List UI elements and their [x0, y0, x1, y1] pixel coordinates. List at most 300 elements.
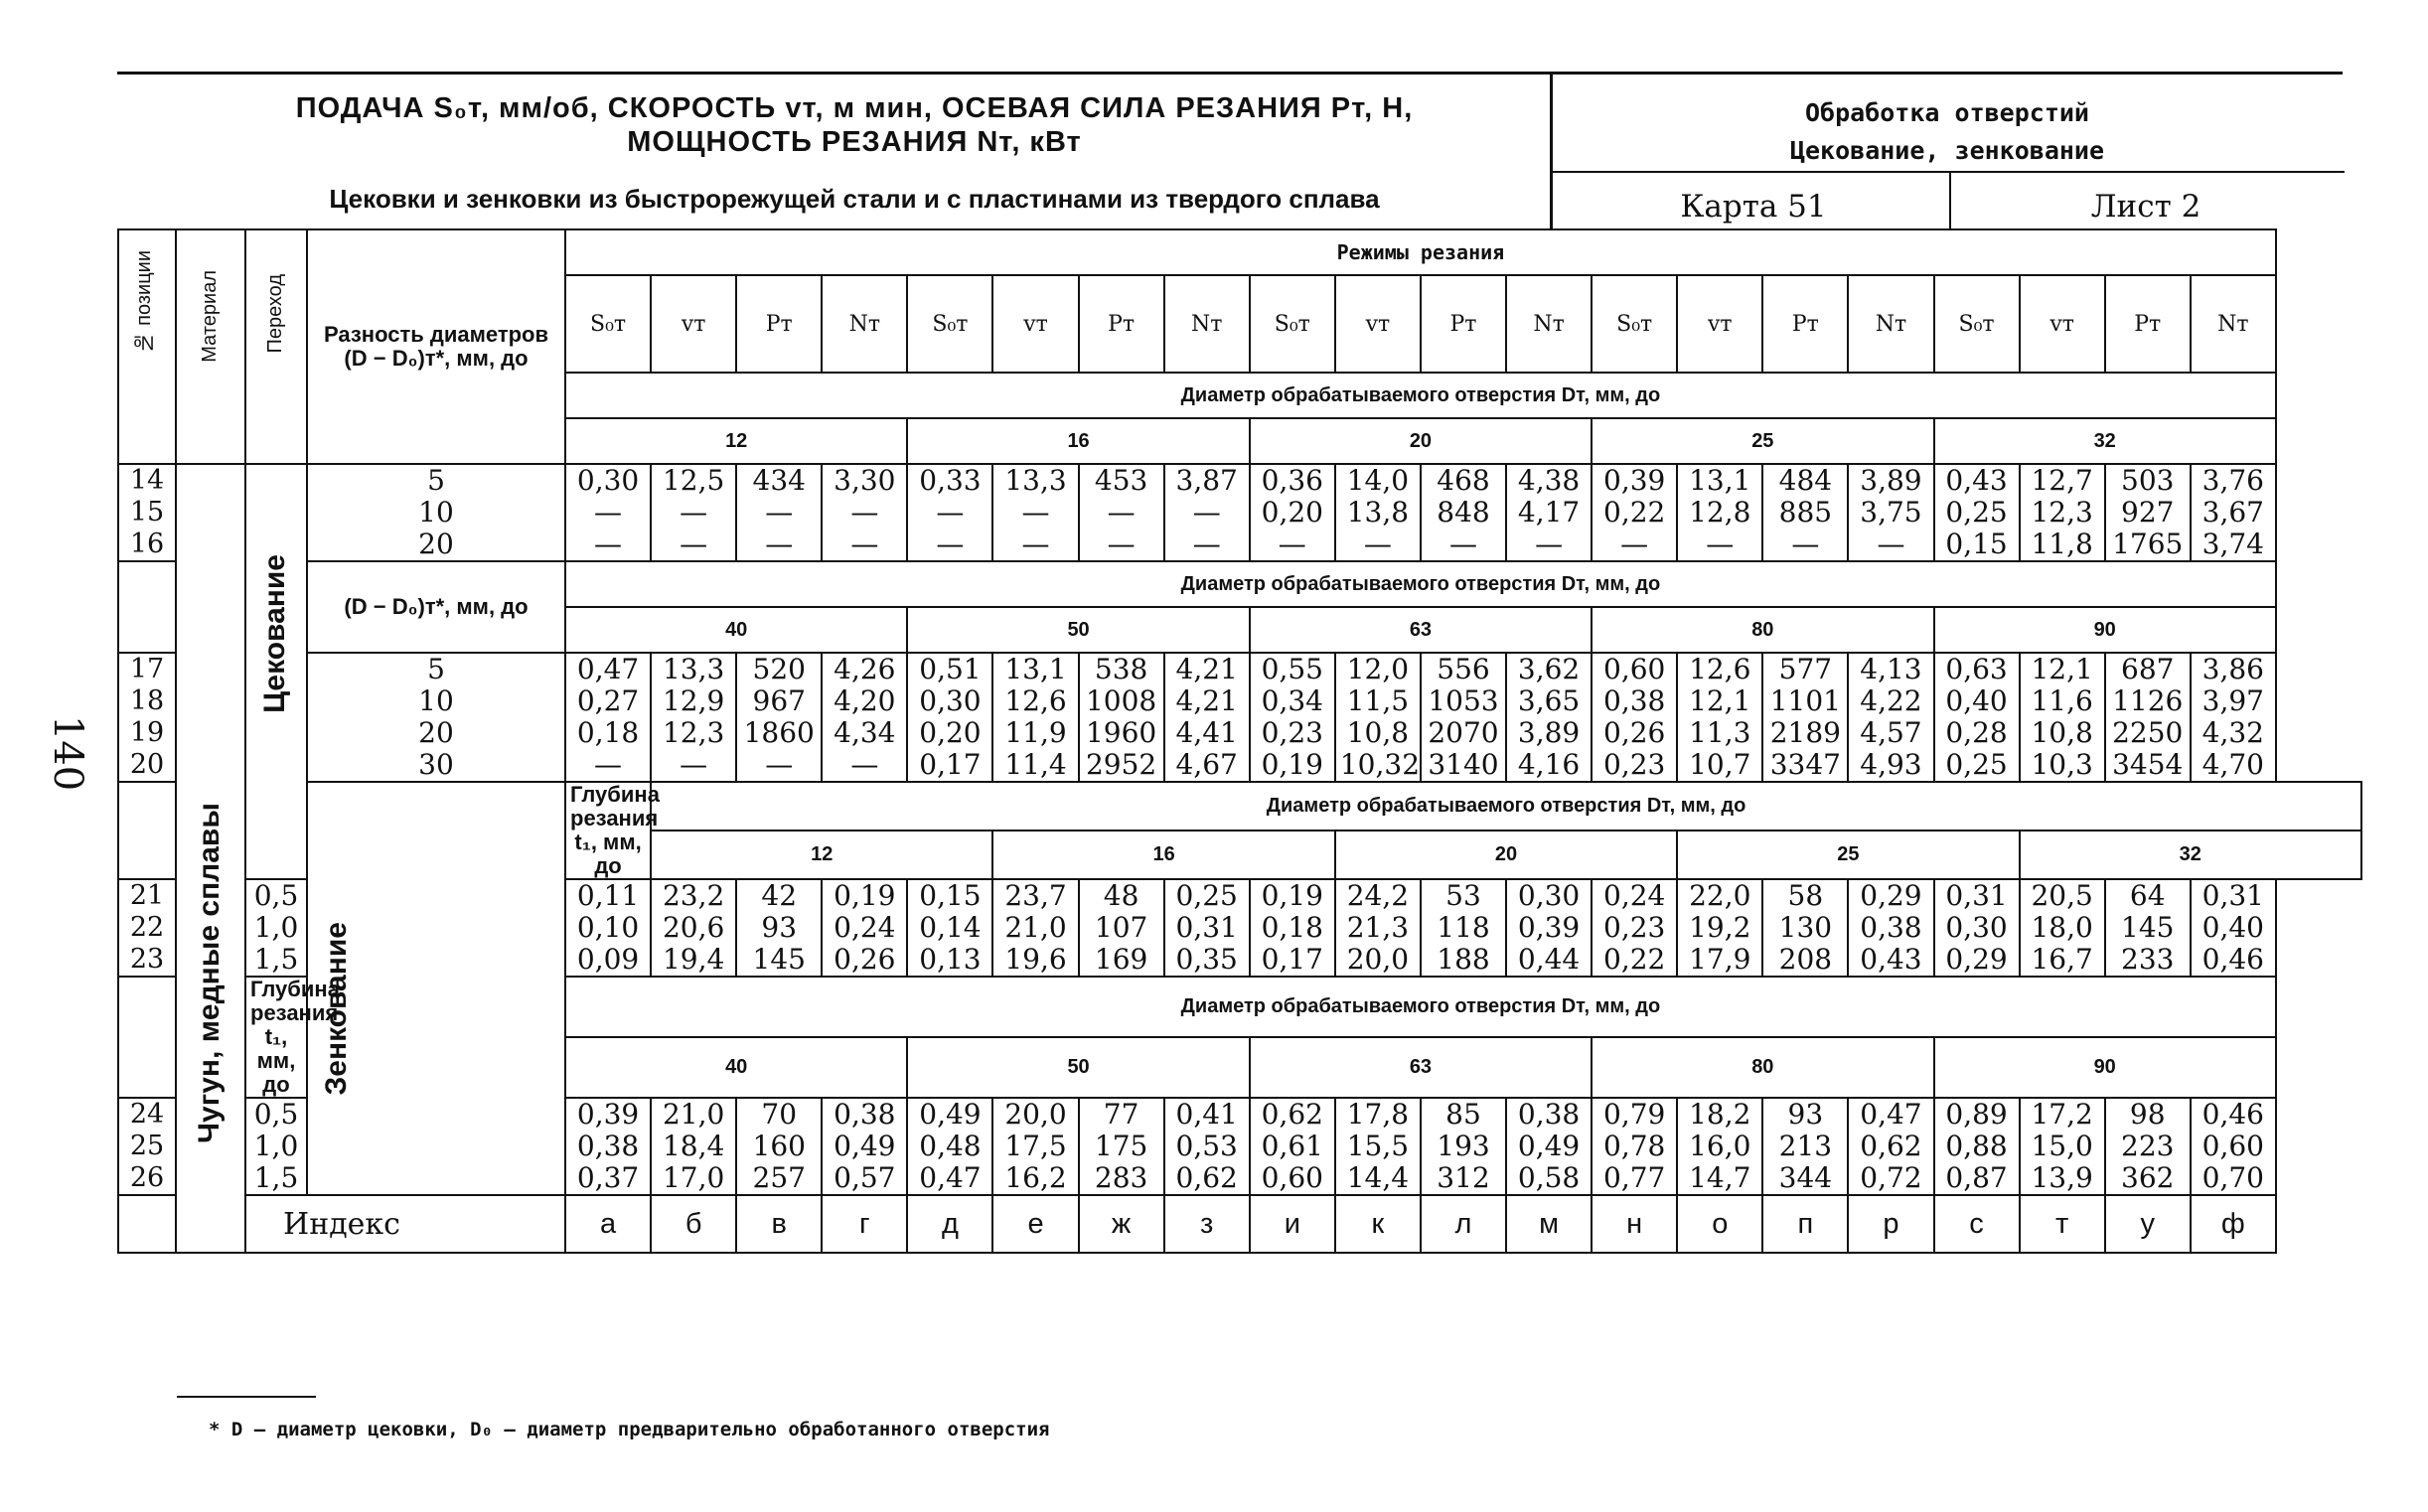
symbol-header: Nт	[1506, 275, 1592, 373]
value: 4,21	[1175, 684, 1238, 717]
value: 0,48	[919, 1130, 982, 1162]
value: 23,7	[1004, 879, 1067, 912]
diameter-value: 90	[1934, 1037, 2276, 1098]
value: 10,8	[2031, 716, 2093, 749]
subheader-pos	[118, 561, 176, 653]
value-cell	[1592, 879, 1677, 977]
value: 10,8	[1346, 716, 1410, 749]
value: 0,58	[1517, 1161, 1581, 1194]
modes-header: Режимы резания	[565, 229, 2276, 275]
material-header-text: Материал	[199, 270, 221, 363]
param-value: 20	[418, 716, 454, 749]
value: 0,14	[919, 911, 982, 944]
value: 0,37	[576, 1161, 640, 1194]
param-value: 0,5	[253, 1098, 299, 1131]
diameter-value: 40	[565, 1037, 907, 1098]
value-cell	[1762, 1098, 1848, 1195]
value-cell	[822, 653, 907, 782]
value: 53	[1445, 879, 1481, 912]
value: 0,36	[1261, 464, 1323, 497]
value: 12,0	[1346, 653, 1410, 685]
symbol-header: Pт	[736, 275, 822, 373]
value: —	[936, 528, 965, 560]
position-number: 21	[129, 880, 165, 911]
index-row	[118, 1195, 2361, 1253]
value-cell	[2105, 653, 2191, 782]
value: 4,34	[834, 716, 896, 749]
position-number: 19	[129, 717, 165, 748]
param-value: 30	[418, 748, 454, 781]
value: 503	[2121, 464, 2175, 497]
value: 85	[1445, 1098, 1481, 1131]
value: 130	[1778, 911, 1833, 944]
value: 18,4	[662, 1130, 725, 1162]
value: 3,89	[1860, 464, 1922, 497]
value: 13,3	[1004, 464, 1067, 497]
table-row	[118, 464, 2361, 561]
value-cell	[1079, 464, 1164, 561]
index-letter: ф	[2191, 1195, 2276, 1253]
diameter-value: 32	[1934, 418, 2276, 464]
value: 0,43	[1860, 943, 1922, 976]
value: —	[680, 496, 708, 529]
value: —	[765, 496, 794, 529]
value: —	[1107, 528, 1136, 560]
value: 77	[1103, 1098, 1139, 1131]
value-cell	[1421, 879, 1506, 977]
value: 4,38	[1517, 464, 1581, 497]
value-cell	[1335, 653, 1421, 782]
value: 4,67	[1175, 748, 1238, 781]
diff-header: Разность диаметров (D − D₀)т*, мм, до	[307, 229, 565, 464]
value: 3,89	[1517, 716, 1581, 749]
value: 2952	[1085, 748, 1157, 781]
value: 70	[761, 1098, 798, 1131]
value: 0,38	[834, 1098, 896, 1131]
param-value: 5	[427, 653, 445, 685]
value: 1960	[1085, 716, 1157, 749]
value: 0,40	[1945, 684, 2008, 717]
value: 98	[2129, 1098, 2166, 1131]
value: —	[1278, 528, 1306, 560]
value: 3,74	[2201, 528, 2264, 560]
value-cell	[736, 653, 822, 782]
process-line-2: Цекование, зенкование	[1789, 136, 2105, 165]
value-cell	[1164, 464, 1250, 561]
value: 0,88	[1945, 1130, 2008, 1162]
value: 0,38	[576, 1130, 640, 1162]
value-cell	[651, 464, 736, 561]
subheader-row	[118, 561, 2361, 607]
value: 0,22	[1603, 943, 1666, 976]
value: 3,75	[1860, 496, 1922, 529]
index-letter: с	[1934, 1195, 2020, 1253]
value-cell	[1762, 653, 1848, 782]
value: 0,27	[576, 684, 640, 717]
value-cell	[907, 464, 992, 561]
value: 2070	[1428, 716, 1499, 749]
value: 0,09	[576, 943, 640, 976]
value: 4,32	[2201, 716, 2264, 749]
value: —	[1363, 528, 1392, 560]
value: 17,0	[662, 1161, 725, 1194]
position-number: 25	[129, 1131, 165, 1161]
value: 3347	[1769, 748, 1841, 781]
value-cell	[1934, 1098, 2020, 1195]
table-row	[118, 653, 2361, 782]
value: 0,25	[1945, 748, 2008, 781]
value-cell	[1250, 879, 1335, 977]
value: 0,57	[834, 1161, 896, 1194]
value-cell	[1079, 879, 1164, 977]
value-cell	[736, 1098, 822, 1195]
value-cell	[651, 879, 736, 977]
value: —	[850, 496, 879, 529]
value: 2189	[1769, 716, 1841, 749]
value: 3,62	[1517, 653, 1581, 685]
value: 1860	[743, 716, 815, 749]
value: 12,6	[1689, 653, 1751, 685]
value: 17,2	[2031, 1098, 2093, 1131]
value: 0,40	[2201, 911, 2264, 944]
value-cell	[1506, 879, 1592, 977]
value-cell	[1506, 653, 1592, 782]
value: 12,3	[662, 716, 725, 749]
position-header-text: № позиции	[133, 250, 155, 354]
value: 15,0	[2031, 1130, 2093, 1162]
index-letter: п	[1762, 1195, 1848, 1253]
value: 13,1	[1689, 464, 1751, 497]
value-cell	[1335, 879, 1421, 977]
value: —	[1021, 496, 1050, 529]
position-header	[118, 229, 176, 464]
diameter-value: 25	[1592, 418, 1933, 464]
value-cell	[2191, 464, 2276, 561]
value: 19,2	[1689, 911, 1751, 944]
value-cell	[1421, 464, 1506, 561]
diameter-label: Диаметр обрабатываемого отверстия Dт, мм, до	[651, 782, 2361, 831]
transition-header	[245, 229, 307, 464]
param-value: 5	[427, 464, 445, 497]
value: 0,78	[1603, 1130, 1666, 1162]
symbol-header: S₀т	[1250, 275, 1335, 373]
value: 12,9	[662, 684, 725, 717]
value-cell	[1592, 1098, 1677, 1195]
value: 15,5	[1346, 1130, 1410, 1162]
value: —	[850, 748, 879, 781]
value: 0,38	[1860, 911, 1922, 944]
diameter-value: 80	[1592, 607, 1933, 653]
value: 42	[761, 879, 798, 912]
value: 21,0	[1004, 911, 1067, 944]
material-text: Чугун, медные сплавы	[193, 803, 226, 1144]
value: 0,51	[919, 653, 982, 685]
value-cell	[2191, 653, 2276, 782]
value: 13,8	[1346, 496, 1410, 529]
value-cell	[1506, 464, 1592, 561]
value: 3,86	[2201, 653, 2264, 685]
value: 12,5	[662, 464, 725, 497]
value: 13,9	[2031, 1161, 2093, 1194]
value-cell	[2020, 464, 2105, 561]
value-cell	[2105, 879, 2191, 977]
diameter-label: Диаметр обрабатываемого отверстия Dт, мм, до	[565, 373, 2276, 418]
value: 21,3	[1346, 911, 1410, 944]
value: 20,0	[1004, 1098, 1067, 1131]
position-number: 22	[129, 912, 165, 943]
value-cell	[2191, 1098, 2276, 1195]
index-letter: к	[1335, 1195, 1421, 1253]
value: 0,53	[1175, 1130, 1238, 1162]
value: 213	[1778, 1130, 1833, 1162]
value: —	[680, 528, 708, 560]
value: 24,2	[1346, 879, 1410, 912]
value: 283	[1094, 1161, 1148, 1194]
position-number: 16	[129, 529, 165, 559]
symbol-header: Pт	[1079, 275, 1164, 373]
value: 0,25	[1175, 879, 1238, 912]
value-cell	[1335, 1098, 1421, 1195]
position-number: 23	[129, 944, 165, 975]
value-cell	[1250, 1098, 1335, 1195]
diameter-value: 63	[1250, 1037, 1592, 1098]
value: 12,3	[2031, 496, 2093, 529]
header-divider	[1550, 72, 1553, 228]
value: —	[936, 496, 965, 529]
index-letter: з	[1164, 1195, 1250, 1253]
param-value: 1,5	[253, 943, 299, 976]
card-divider	[1949, 171, 1951, 228]
value: 362	[2121, 1161, 2175, 1194]
index-letter: р	[1848, 1195, 1933, 1253]
value: —	[594, 496, 623, 529]
value: 0,46	[2201, 943, 2264, 976]
symbol-header: vт	[1677, 275, 1762, 373]
value: 1053	[1428, 684, 1499, 717]
index-letter: у	[2105, 1195, 2191, 1253]
value: 0,62	[1175, 1161, 1238, 1194]
index-letter: д	[907, 1195, 992, 1253]
value: 17,9	[1689, 943, 1751, 976]
diameter-value: 50	[907, 607, 1249, 653]
value-cell	[992, 464, 1078, 561]
symbol-header: Pт	[2105, 275, 2191, 373]
value: 12,1	[1689, 684, 1751, 717]
value: 0,18	[576, 716, 640, 749]
value: —	[1107, 496, 1136, 529]
diameter-value: 20	[1250, 418, 1592, 464]
value: 10,32	[1339, 748, 1421, 781]
value: 4,93	[1860, 748, 1922, 781]
value: 0,23	[1603, 748, 1666, 781]
value: 0,33	[919, 464, 982, 497]
value: 0,34	[1261, 684, 1323, 717]
value-cell	[1934, 464, 2020, 561]
symbol-header: S₀т	[565, 275, 651, 373]
value: 175	[1094, 1130, 1148, 1162]
value: 16,7	[2031, 943, 2093, 976]
title-line-2: МОЩНОСТЬ РЕЗАНИЯ Nт, кВт	[627, 126, 1082, 158]
param-label: (D − D₀)т*, мм, до	[307, 561, 565, 653]
value: 160	[752, 1130, 806, 1162]
value-cell	[822, 1098, 907, 1195]
value: 2250	[2112, 716, 2184, 749]
position-cell	[118, 879, 176, 977]
value: 18,2	[1689, 1098, 1751, 1131]
value: 848	[1437, 496, 1490, 529]
symbol-header: S₀т	[907, 275, 992, 373]
value: 3,67	[2201, 496, 2264, 529]
transition-cell	[307, 782, 565, 1195]
symbol-header: Nт	[1164, 275, 1250, 373]
index-letter: н	[1592, 1195, 1677, 1253]
value: 4,13	[1860, 653, 1922, 685]
value-cell	[1164, 879, 1250, 977]
param-value: 10	[418, 496, 454, 529]
diameter-value: 63	[1250, 607, 1592, 653]
diameter-value: 16	[992, 831, 1334, 879]
position-cell	[118, 653, 176, 782]
value-cell	[1592, 464, 1677, 561]
value: 0,31	[2201, 879, 2264, 912]
value: 0,24	[1603, 879, 1666, 912]
symbol-header: S₀т	[1592, 275, 1677, 373]
value: 0,39	[576, 1098, 640, 1131]
value: 12,7	[2031, 464, 2093, 497]
value: 19,6	[1004, 943, 1067, 976]
param-value: 20	[418, 528, 454, 560]
position-number: 17	[129, 654, 165, 684]
index-letter: о	[1677, 1195, 1762, 1253]
value-cell	[2020, 879, 2105, 977]
value: 0,35	[1175, 943, 1238, 976]
value: 0,44	[1517, 943, 1581, 976]
material-header	[176, 229, 245, 464]
value: 0,62	[1261, 1098, 1323, 1131]
param-label: Глубина резания t₁, мм, до	[565, 782, 651, 879]
value: 453	[1094, 464, 1148, 497]
index-letter: в	[736, 1195, 822, 1253]
value: 145	[752, 943, 806, 976]
title-line-1: ПОДАЧА S₀т, мм/об, СКОРОСТЬ vт, м мин, ОСЕВАЯ СИЛА РЕЗАНИЯ Pт, Н,	[295, 92, 1414, 124]
value: —	[1877, 528, 1905, 560]
value-cell	[822, 879, 907, 977]
value: 0,30	[919, 684, 982, 717]
value: 4,22	[1860, 684, 1922, 717]
value-cell	[2105, 464, 2191, 561]
value: 434	[752, 464, 806, 497]
value-cell	[992, 653, 1078, 782]
value-cell	[1677, 879, 1762, 977]
value-cell	[1079, 1098, 1164, 1195]
value: 107	[1094, 911, 1148, 944]
symbol-header: vт	[992, 275, 1078, 373]
param-cell	[245, 879, 307, 977]
diameter-value: 12	[565, 418, 907, 464]
value: 4,57	[1860, 716, 1922, 749]
value: 0,39	[1603, 464, 1666, 497]
value: 20,0	[1346, 943, 1410, 976]
value-cell	[1848, 653, 1933, 782]
value: 14,0	[1346, 464, 1410, 497]
value: 0,15	[919, 879, 982, 912]
value-cell	[1250, 653, 1335, 782]
value: 1008	[1085, 684, 1157, 717]
value-cell	[1250, 464, 1335, 561]
symbol-header: Pт	[1762, 275, 1848, 373]
diameter-label: Диаметр обрабатываемого отверстия Dт, мм, до	[565, 977, 2276, 1037]
value: 0,77	[1603, 1161, 1666, 1194]
value: 3,97	[2201, 684, 2264, 717]
value: 0,30	[1517, 879, 1581, 912]
value: 0,46	[2201, 1098, 2264, 1131]
symbol-header: Pт	[1421, 275, 1506, 373]
value: 11,8	[2031, 528, 2093, 560]
value: 0,41	[1175, 1098, 1238, 1131]
value: 0,23	[1603, 911, 1666, 944]
value-cell	[1848, 1098, 1933, 1195]
index-letter: ж	[1079, 1195, 1164, 1253]
value: 4,26	[834, 653, 896, 685]
value: 0,72	[1860, 1161, 1922, 1194]
subheader-pos	[118, 782, 176, 879]
value: 0,13	[919, 943, 982, 976]
value: 11,6	[2031, 684, 2093, 717]
position-number: 14	[129, 465, 165, 496]
param-value: 1,0	[253, 1130, 299, 1162]
diameter-value: 40	[565, 607, 907, 653]
value: 4,16	[1517, 748, 1581, 781]
position-cell	[118, 1098, 176, 1195]
page-title	[179, 91, 1530, 159]
value: 0,89	[1945, 1098, 2008, 1131]
value: 0,30	[576, 464, 640, 497]
param-value: 0,5	[253, 879, 299, 912]
value: 169	[1094, 943, 1148, 976]
value: 344	[1778, 1161, 1833, 1194]
value-cell	[565, 879, 651, 977]
value: 0,31	[1945, 879, 2008, 912]
value: 208	[1778, 943, 1833, 976]
value: 11,4	[1004, 748, 1067, 781]
param-cell	[307, 653, 565, 782]
value: 0,60	[2201, 1130, 2264, 1162]
value: 0,60	[1603, 653, 1666, 685]
material-cell	[176, 464, 245, 1253]
value-cell	[1677, 1098, 1762, 1195]
symbol-header: Nт	[2191, 275, 2276, 373]
position-number: 18	[129, 685, 165, 716]
value-cell	[1164, 1098, 1250, 1195]
index-label: Индекс	[118, 1195, 565, 1253]
value: 257	[752, 1161, 806, 1194]
value: 0,39	[1517, 911, 1581, 944]
value: 1101	[1769, 684, 1841, 717]
value: 118	[1437, 911, 1490, 944]
index-letter: а	[565, 1195, 651, 1253]
value: —	[1791, 528, 1820, 560]
value-cell	[2020, 1098, 2105, 1195]
value: —	[850, 528, 879, 560]
value: 0,30	[1945, 911, 2008, 944]
footnote: * D — диаметр цековки, D₀ — диаметр предварительно обработанного отверстия	[209, 1419, 1050, 1440]
value: 468	[1437, 464, 1490, 497]
value: 0,25	[1945, 496, 2008, 529]
position-cell	[118, 464, 176, 561]
transition-text: Цекование	[258, 554, 291, 713]
value: 20,5	[2031, 879, 2093, 912]
value: 0,28	[1945, 716, 2008, 749]
